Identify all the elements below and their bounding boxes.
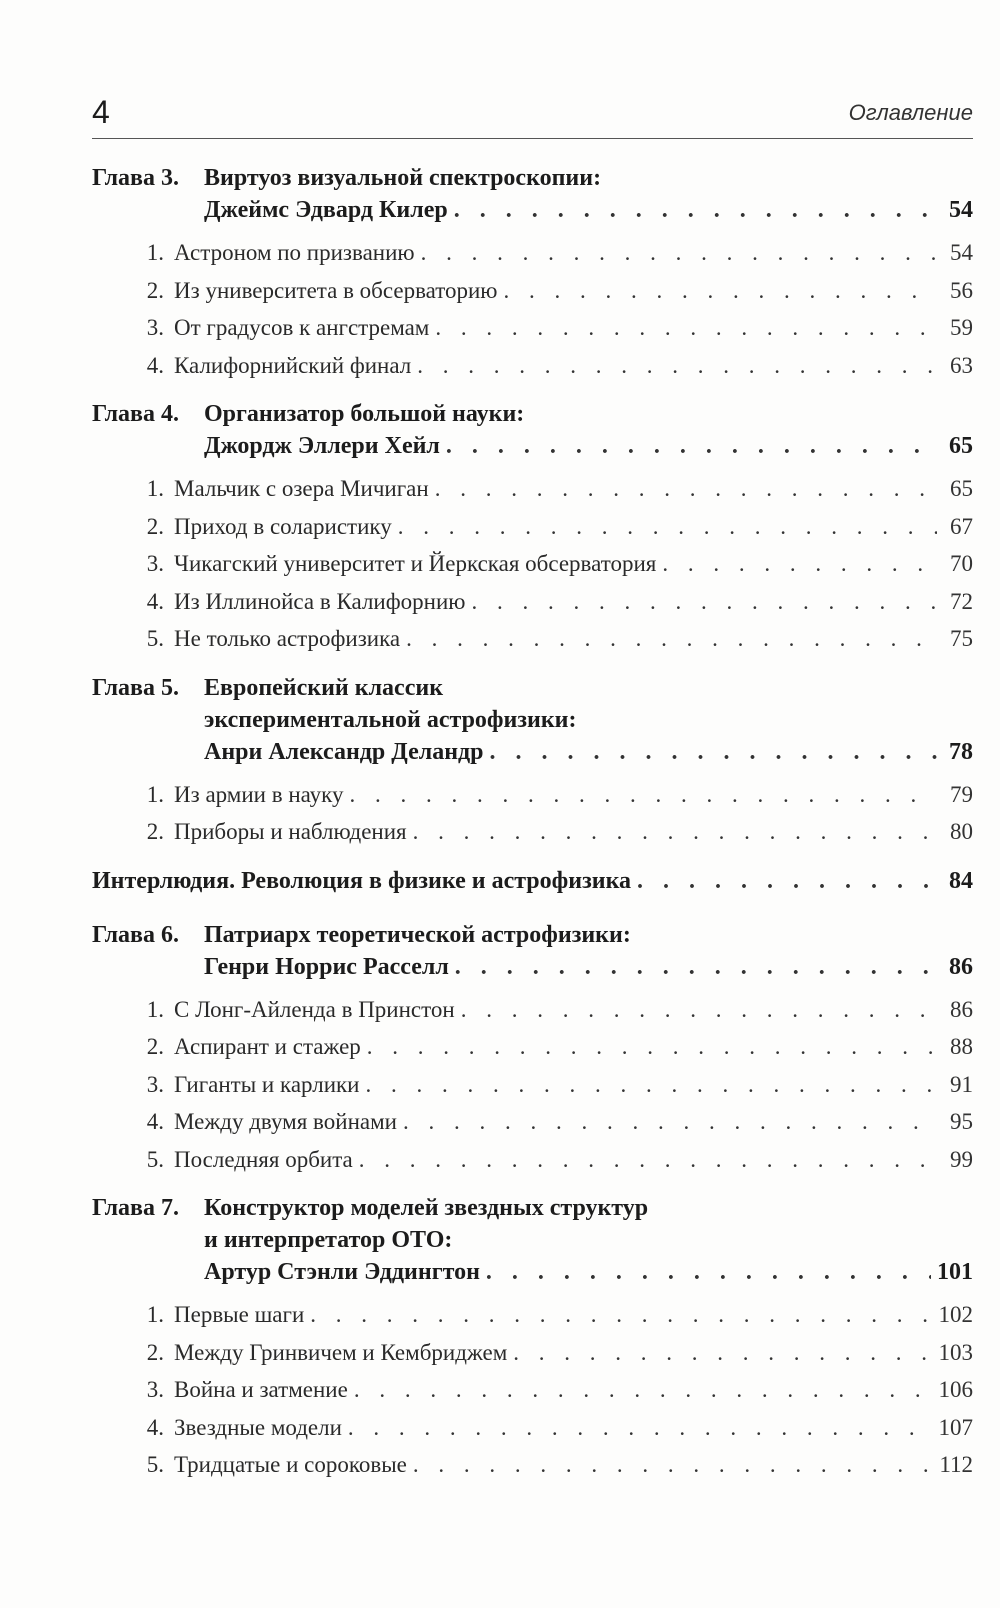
chapter-label: Глава 5. bbox=[92, 674, 179, 701]
toc-chapter-7[interactable] bbox=[92, 1192, 973, 1484]
chapter-label: Глава 6. bbox=[92, 921, 179, 948]
section-number: 3. bbox=[146, 315, 164, 340]
chapter-title-line: Организатор большой науки: bbox=[204, 401, 525, 427]
section-page-number: 70 bbox=[950, 551, 973, 576]
section-number: 5. bbox=[146, 626, 164, 651]
dot-leader bbox=[413, 813, 937, 851]
section-number: 1. bbox=[146, 781, 164, 807]
chapter-title-line: Генри Норрис Расселл bbox=[204, 953, 449, 980]
section-number: 4. bbox=[146, 588, 164, 614]
section-title: Калифорнийский финал bbox=[174, 352, 412, 378]
section-number: 2. bbox=[146, 277, 164, 303]
section-number: 2. bbox=[146, 513, 164, 539]
toc-chapter-6[interactable] bbox=[92, 919, 973, 1179]
section-list bbox=[92, 991, 973, 1179]
section-page-number: 79 bbox=[950, 781, 973, 807]
chapter-title-line: Джеймс Эдвард Килер bbox=[204, 197, 448, 223]
dot-leader bbox=[359, 1141, 937, 1179]
dot-leader bbox=[398, 508, 937, 546]
toc-section[interactable] bbox=[92, 1446, 973, 1484]
table-of-contents bbox=[92, 162, 973, 1498]
chapter-heading bbox=[92, 1192, 973, 1288]
section-page-number: 80 bbox=[950, 819, 973, 844]
section-title: Из армии в науку bbox=[174, 781, 344, 807]
interlude-page-number: 84 bbox=[949, 867, 973, 894]
toc-section[interactable] bbox=[92, 991, 973, 1029]
dot-leader bbox=[486, 1256, 931, 1288]
chapter-title-line: Европейский классик bbox=[204, 674, 444, 701]
toc-section[interactable] bbox=[92, 1409, 973, 1447]
toc-section[interactable] bbox=[92, 1066, 973, 1104]
toc-section[interactable] bbox=[92, 776, 973, 814]
section-title: Между двумя войнами bbox=[174, 1109, 397, 1134]
section-title: Приход в соларистику bbox=[174, 513, 392, 539]
section-number: 4. bbox=[146, 1109, 164, 1134]
toc-section[interactable] bbox=[92, 470, 973, 508]
section-title: Война и затмение bbox=[174, 1377, 348, 1402]
chapter-page-number: 78 bbox=[949, 738, 973, 765]
dot-leader bbox=[417, 347, 937, 385]
section-page-number: 86 bbox=[950, 996, 973, 1022]
interlude-title: Интерлюдия. Революция в физике и астрофизика bbox=[92, 867, 632, 894]
section-page-number: 54 bbox=[950, 240, 973, 265]
toc-section[interactable] bbox=[92, 620, 973, 658]
chapter-heading bbox=[92, 672, 973, 768]
dot-leader bbox=[490, 736, 937, 768]
toc-section[interactable] bbox=[92, 1296, 973, 1334]
dot-leader bbox=[455, 951, 937, 983]
page-number: 4 bbox=[92, 94, 110, 130]
section-title: С Лонг-Айленда в Принстон bbox=[174, 996, 455, 1022]
dot-leader bbox=[403, 1103, 937, 1141]
section-title: Приборы и наблюдения bbox=[174, 819, 407, 844]
section-number: 1. bbox=[146, 996, 164, 1022]
chapter-heading bbox=[92, 398, 973, 462]
section-title: Не только астрофизика bbox=[174, 626, 401, 651]
section-page-number: 56 bbox=[950, 277, 973, 303]
chapter-label: Глава 3. bbox=[92, 165, 179, 191]
section-title: Из Иллинойса в Калифорнию bbox=[174, 588, 466, 614]
dot-leader bbox=[413, 1446, 933, 1484]
dot-leader bbox=[367, 1028, 937, 1066]
section-page-number: 95 bbox=[950, 1109, 973, 1134]
section-number: 3. bbox=[146, 551, 164, 576]
section-number: 2. bbox=[146, 1034, 164, 1059]
section-number: 3. bbox=[146, 1071, 164, 1097]
page-header bbox=[92, 88, 973, 139]
section-title: От градусов к ангстремам bbox=[174, 315, 430, 340]
dot-leader bbox=[350, 776, 937, 814]
chapter-label: Глава 4. bbox=[92, 401, 179, 427]
section-number: 4. bbox=[146, 1414, 164, 1440]
chapter-heading bbox=[92, 919, 973, 983]
toc-section[interactable] bbox=[92, 583, 973, 621]
section-title: Гиганты и карлики bbox=[174, 1071, 360, 1097]
section-page-number: 99 bbox=[950, 1146, 973, 1172]
section-title: Аспирант и стажер bbox=[174, 1034, 361, 1059]
chapter-title-line: Артур Стэнли Эддингтон bbox=[204, 1259, 480, 1285]
section-title: Мальчик с озера Мичиган bbox=[174, 476, 429, 501]
section-number: 3. bbox=[146, 1377, 164, 1402]
toc-chapter-5[interactable] bbox=[92, 672, 973, 851]
toc-chapter-4[interactable] bbox=[92, 398, 973, 658]
chapter-title-line: и интерпретатор ОТО: bbox=[204, 1227, 453, 1253]
section-page-number: 103 bbox=[938, 1339, 973, 1365]
section-number: 1. bbox=[146, 476, 164, 501]
section-page-number: 59 bbox=[950, 315, 973, 340]
section-title: Чикагский университет и Йеркская обсерватория bbox=[174, 551, 657, 576]
section-number: 5. bbox=[146, 1452, 164, 1477]
toc-section[interactable] bbox=[92, 309, 973, 347]
chapter-page-number: 101 bbox=[937, 1259, 973, 1285]
chapter-page-number: 86 bbox=[949, 953, 973, 980]
dot-leader bbox=[503, 272, 937, 310]
section-number: 2. bbox=[146, 1339, 164, 1365]
dot-leader bbox=[662, 545, 937, 583]
toc-section[interactable] bbox=[92, 347, 973, 385]
section-number: 1. bbox=[146, 1302, 164, 1327]
section-title: Между Гринвичем и Кембриджем bbox=[174, 1339, 508, 1365]
section-number: 4. bbox=[146, 352, 164, 378]
toc-section[interactable] bbox=[92, 1371, 973, 1409]
toc-section[interactable] bbox=[92, 813, 973, 851]
section-title: Звездные модели bbox=[174, 1414, 342, 1440]
chapter-title-line: экспериментальной астрофизики: bbox=[204, 706, 577, 733]
chapter-title-line: Патриарх теоретической астрофизики: bbox=[204, 921, 631, 948]
dot-leader bbox=[513, 1334, 932, 1372]
section-page-number: 72 bbox=[950, 588, 973, 614]
dot-leader bbox=[471, 583, 937, 621]
toc-section[interactable] bbox=[92, 508, 973, 546]
section-title: Из университета в обсерваторию bbox=[174, 277, 498, 303]
chapter-label: Глава 7. bbox=[92, 1195, 179, 1221]
section-page-number: 91 bbox=[950, 1071, 973, 1097]
section-list bbox=[92, 776, 973, 851]
running-title: Оглавление bbox=[848, 100, 973, 125]
section-number: 2. bbox=[146, 819, 164, 844]
chapter-page-number: 54 bbox=[949, 197, 973, 223]
section-page-number: 102 bbox=[938, 1302, 973, 1327]
chapter-title-line: Виртуоз визуальной спектроскопии: bbox=[204, 165, 602, 191]
section-page-number: 65 bbox=[950, 476, 973, 501]
dot-leader bbox=[637, 865, 937, 897]
dot-leader bbox=[435, 470, 937, 508]
dot-leader bbox=[454, 194, 937, 226]
section-list bbox=[92, 1296, 973, 1484]
section-page-number: 67 bbox=[950, 513, 973, 539]
dot-leader bbox=[354, 1371, 933, 1409]
section-title: Первые шаги bbox=[174, 1302, 305, 1327]
toc-section[interactable] bbox=[92, 545, 973, 583]
dot-leader bbox=[421, 234, 937, 272]
section-list bbox=[92, 470, 973, 658]
section-page-number: 107 bbox=[938, 1414, 973, 1440]
dot-leader bbox=[348, 1409, 933, 1447]
section-page-number: 112 bbox=[939, 1452, 973, 1477]
section-page-number: 75 bbox=[950, 626, 973, 651]
chapter-heading bbox=[92, 162, 973, 226]
section-page-number: 63 bbox=[950, 352, 973, 378]
section-number: 5. bbox=[146, 1146, 164, 1172]
toc-section[interactable] bbox=[92, 1028, 973, 1066]
chapter-page-number: 65 bbox=[949, 433, 973, 459]
section-title: Тридцатые и сороковые bbox=[174, 1452, 407, 1477]
dot-leader bbox=[461, 991, 937, 1029]
chapter-title-line: Конструктор моделей звездных структур bbox=[204, 1195, 649, 1221]
toc-section[interactable] bbox=[92, 1141, 973, 1179]
toc-section[interactable] bbox=[92, 272, 973, 310]
dot-leader bbox=[406, 620, 937, 658]
toc-section[interactable] bbox=[92, 234, 973, 272]
dot-leader bbox=[366, 1066, 938, 1104]
chapter-title-line: Анри Александр Деландр bbox=[204, 738, 484, 765]
section-page-number: 106 bbox=[938, 1377, 973, 1402]
toc-section[interactable] bbox=[92, 1334, 973, 1372]
section-title: Астроном по призванию bbox=[174, 240, 415, 265]
dot-leader bbox=[435, 309, 937, 347]
toc-section[interactable] bbox=[92, 1103, 973, 1141]
section-title: Последняя орбита bbox=[174, 1146, 353, 1172]
section-list bbox=[92, 234, 973, 384]
dot-leader bbox=[310, 1296, 932, 1334]
chapter-title-line: Джордж Эллери Хейл bbox=[204, 433, 440, 459]
section-number: 1. bbox=[146, 240, 164, 265]
section-page-number: 88 bbox=[950, 1034, 973, 1059]
toc-interlude[interactable] bbox=[92, 865, 973, 897]
dot-leader bbox=[446, 430, 937, 462]
toc-chapter-3[interactable] bbox=[92, 162, 973, 384]
